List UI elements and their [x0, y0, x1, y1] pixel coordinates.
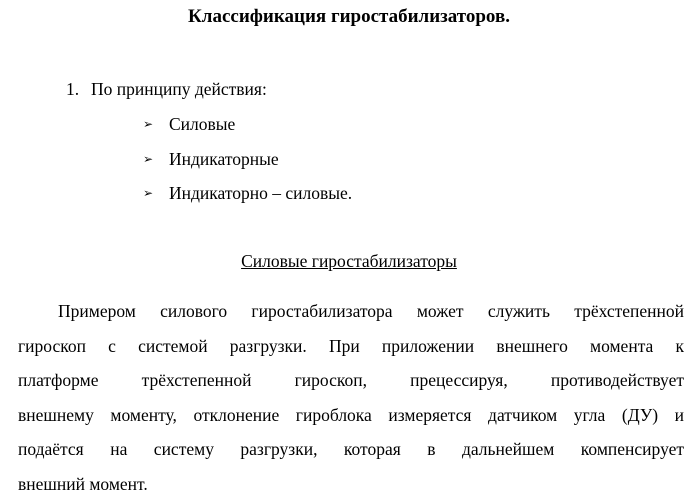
paragraph-line: внешнему моменту, отклонение гироблока измеряется датчиком угла (ДУ) и — [18, 398, 684, 433]
arrow-bullet-icon: ➢ — [143, 112, 169, 136]
list-number: 1. — [66, 77, 91, 101]
bullet-item — [143, 147, 352, 182]
bullet-text: Силовые — [169, 114, 235, 134]
arrow-bullet-icon: ➢ — [143, 147, 169, 171]
paragraph-line: внешний момент. — [18, 467, 684, 501]
paragraph-line: платформе трёхстепенной гироскоп, прецессируя, противодействует — [18, 363, 684, 398]
section-heading-text: Силовые гиростабилизаторы — [241, 251, 457, 271]
paragraph-line: гироскоп с системой разгрузки. При приложении внешнего момента к — [18, 329, 684, 364]
paragraph-line: Примером силового гиростабилизатора может служить трёхстепенной — [18, 294, 684, 329]
paragraph-line: подаётся на систему разгрузки, которая в дальнейшем компенсирует — [18, 432, 684, 467]
bullet-item — [143, 112, 352, 147]
bullet-text: Индикаторно – силовые. — [169, 183, 352, 203]
page-title: Классификация гиростабилизаторов. — [0, 4, 698, 30]
arrow-bullet-icon: ➢ — [143, 181, 169, 205]
bullet-list — [143, 112, 352, 216]
list-label: По принципу действия: — [91, 79, 267, 99]
numbered-list-item — [66, 77, 267, 101]
section-heading — [0, 249, 698, 273]
bullet-text: Индикаторные — [169, 149, 279, 169]
bullet-item — [143, 181, 352, 216]
body-paragraph — [18, 294, 684, 501]
